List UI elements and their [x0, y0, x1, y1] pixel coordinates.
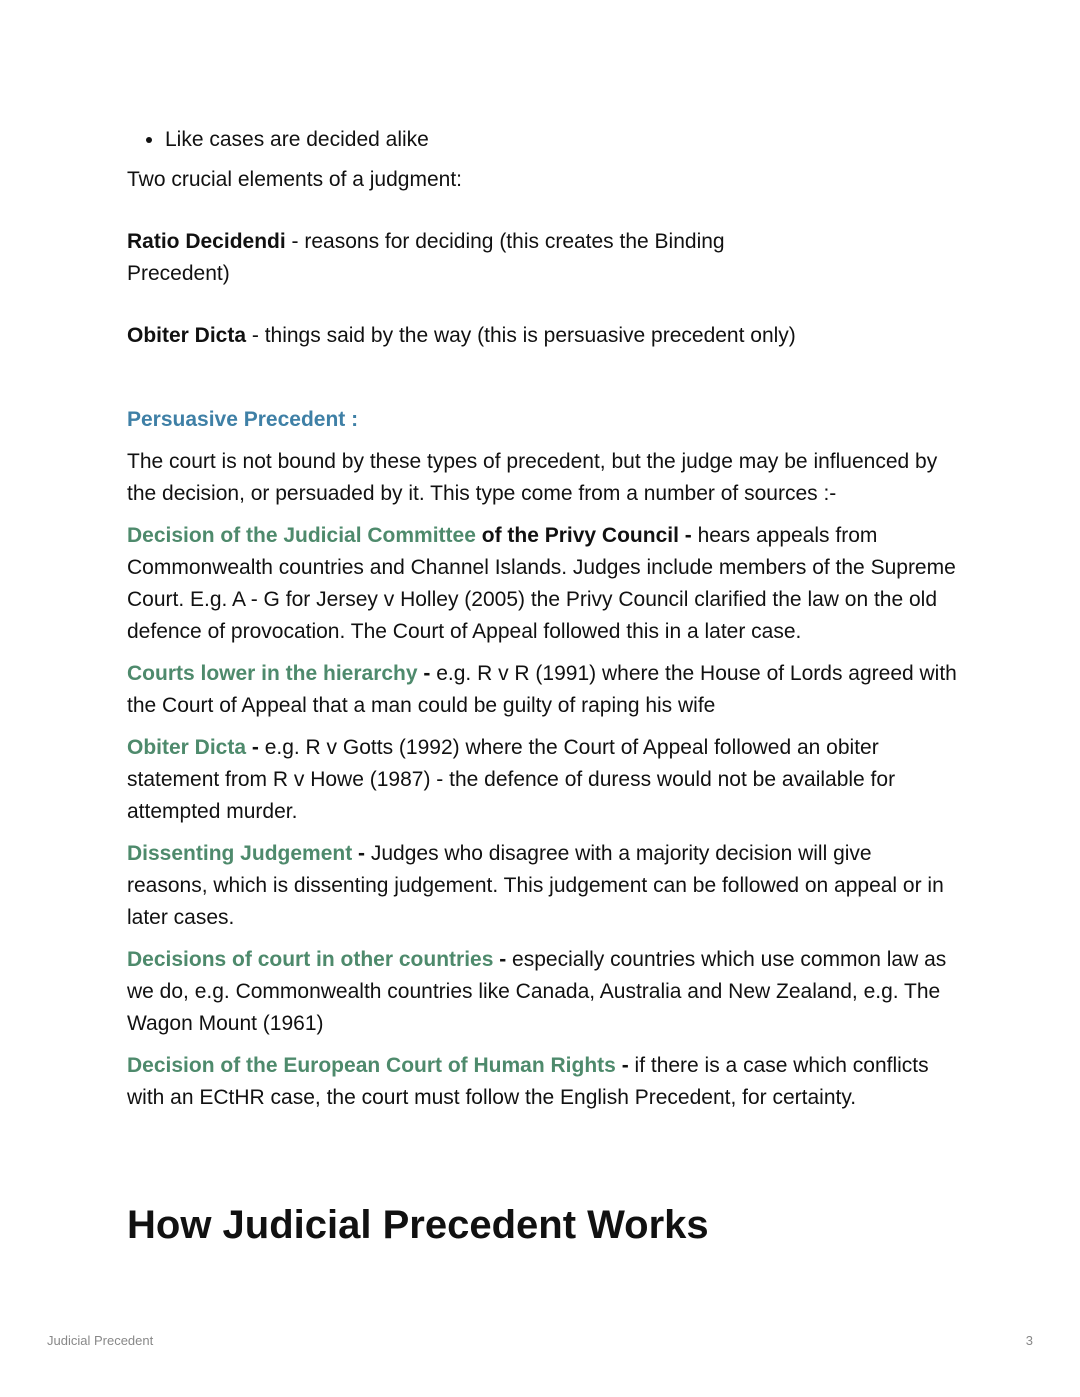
intro-text: Two crucial elements of a judgment: [127, 168, 462, 191]
persuasive-intro: The court is not bound by these types of precedent, but the judge may be influenced by the decision, or persuaded by it. This type come from a number of sources :- [127, 450, 938, 505]
source-term: Courts lower in the hierarchy [127, 662, 418, 685]
source-paragraph [127, 658, 957, 722]
obiter-text: - things said by the way (this is persuasive precedent only) [246, 324, 796, 347]
source-term: Decision of the Judicial Committee [127, 524, 476, 547]
source-paragraph [127, 944, 957, 1040]
ratio-term: Ratio Decidendi [127, 230, 286, 253]
source-bold: - [246, 736, 259, 759]
page-number: 3 [1025, 1333, 1033, 1348]
ratio-text: - reasons for deciding (this creates the Binding Precedent) [127, 230, 725, 285]
source-term: Dissenting Judgement [127, 842, 353, 865]
source-text: hears appeals from Commonwealth countries and Channel Islands. Judges include members of the Supreme Court. E.g. A - G for Jersey v Holley (2005) the Privy Council clarified the law on the old defence of provocation. The Court of Appeal followed this in a later case. [127, 524, 956, 643]
obiter-term: Obiter Dicta [127, 324, 247, 347]
source-paragraph [127, 838, 957, 934]
source-paragraph [127, 732, 957, 828]
source-term: Obiter Dicta [127, 736, 247, 759]
source-text: e.g. R v Gotts (1992) where the Court of Appeal followed an obiter statement from R v Howe (1987) - the defence of duress would not be available for attempted murder. [127, 736, 896, 823]
section-heading: How Judicial Precedent Works [127, 1203, 709, 1247]
source-bold: - [615, 1054, 629, 1077]
document-body [127, 124, 957, 1124]
source-bold: - [417, 662, 431, 685]
obiter-paragraph [127, 320, 957, 352]
source-text: Judges who disagree with a majority decision will give reasons, which is dissenting judgement. This judgement can be followed on appeal or in later cases. [127, 842, 944, 929]
bullet-item: • Like cases are decided alike [165, 124, 957, 156]
ratio-paragraph [127, 226, 747, 290]
source-paragraph [127, 520, 957, 648]
bullet-list [127, 124, 957, 156]
source-term: Decision of the European Court of Human Rights [127, 1054, 616, 1077]
source-bold: - [352, 842, 366, 865]
source-text: e.g. R v R (1991) where the House of Lords agreed with the Court of Appeal that a man could be guilty of raping his wife [127, 662, 957, 717]
source-text: especially countries which use common law as we do, e.g. Commonwealth countries like Canada, Australia and New Zealand, e.g. The Wagon Mount (1961) [127, 948, 947, 1035]
source-bold: - [493, 948, 507, 971]
source-bold: of the Privy Council - [475, 524, 692, 547]
source-paragraph [127, 1050, 957, 1114]
footer-title: Judicial Precedent [47, 1333, 154, 1348]
persuasive-heading: Persuasive Precedent : [127, 408, 359, 431]
source-term: Decisions of court in other countries [127, 948, 494, 971]
source-text: if there is a case which conflicts with an ECtHR case, the court must follow the English Precedent, for certainty. [127, 1054, 929, 1109]
